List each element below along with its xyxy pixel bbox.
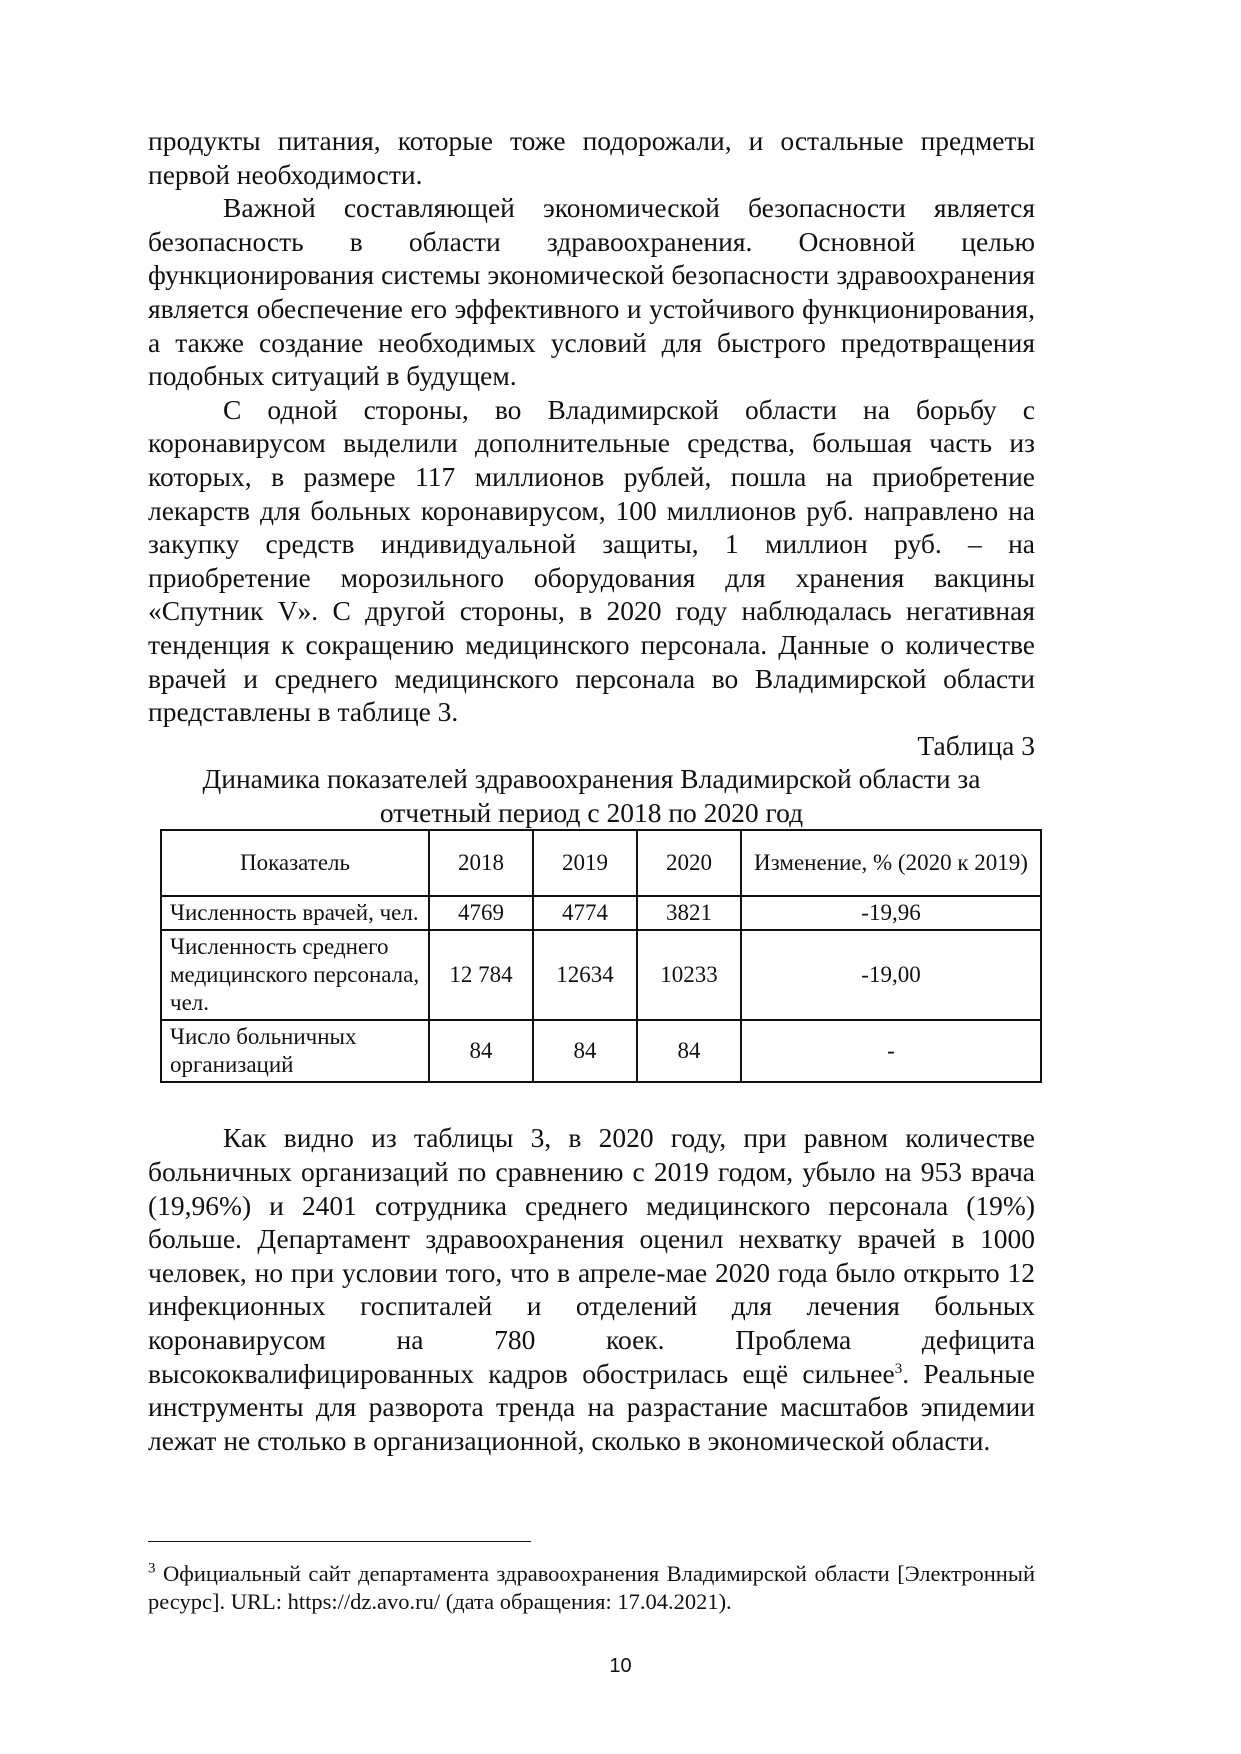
row-label: Число больничных организаций	[161, 1020, 429, 1082]
table-row	[161, 930, 1041, 1020]
footnote-divider	[148, 1541, 531, 1542]
table-title: Динамика показателей здравоохранения Владимирской области за отчетный период с 2018 по 2020 год	[202, 763, 981, 828]
paragraph-1: продукты питания, которые тоже подорожали, и остальные предметы первой необходимости.	[148, 125, 1035, 190]
header-2018: 2018	[429, 830, 533, 896]
cell-2019: 84	[533, 1020, 637, 1082]
health-indicators-table	[160, 829, 1042, 1083]
table-row	[161, 896, 1041, 930]
header-2019: 2019	[533, 830, 637, 896]
row-label: Численность среднего медицинского персонала, чел.	[161, 930, 429, 1020]
cell-2020: 10233	[637, 930, 741, 1020]
cell-change: -	[741, 1020, 1041, 1082]
footnote-reference: 3	[894, 1360, 903, 1377]
paragraph-3: С одной стороны, во Владимирской области на борьбу с коронавирусом выделили дополнительные средства, большая часть из которых, в размере 117 миллионов рублей, пошла на приобретение лекарств для больных коронавирусом, 100 миллионов руб. направлено на закупку средств индивидуальной защиты, 1 миллион руб. – на приобретение морозильного оборудования для хранения вакцины «Спутник V». С другой стороны, в 2020 году наблюдалась негативная тенденция к сокращению медицинского персонала. Данные о количестве врачей и среднего медицинского персонала во Владимирской области представлены в таблице 3.	[148, 393, 1035, 728]
header-2020: 2020	[637, 830, 741, 896]
table-row	[161, 1020, 1041, 1082]
paragraph-2: Важной составляющей экономической безопасности является безопасность в области здравоохранения. Основной целью функционирования системы экономической безопасности здравоохранения является обеспечение его эффективного и устойчивого функционирования, а также создание необходимых условий для быстрого предотвращения подобных ситуаций в будущем.	[148, 192, 1035, 392]
cell-2018: 4769	[429, 896, 533, 930]
cell-2019: 4774	[533, 896, 637, 930]
cell-2018: 12 784	[429, 930, 533, 1020]
paragraph-4-tail: . Реальные инструменты для разворота тренда на разрастание масштабов эпидемии лежат не столько в организационной, сколько в экономической области.	[148, 1357, 1035, 1456]
header-indicator: Показатель	[161, 830, 429, 896]
footnote-mark: 3	[148, 1560, 156, 1577]
cell-2019: 12634	[533, 930, 637, 1020]
cell-2018: 84	[429, 1020, 533, 1082]
table-label: Таблица 3	[917, 729, 1035, 761]
table-header-row	[161, 830, 1041, 896]
footnote	[148, 1560, 1035, 1616]
page-body	[148, 124, 1035, 1457]
cell-change: -19,00	[741, 930, 1041, 1020]
paragraph-4	[148, 1121, 1035, 1457]
paragraph-4-main: Как видно из таблицы 3, в 2020 году, при равном количестве больничных организаций по сравнению с 2019 годом, убыло на 953 врача (19,96%) и 2401 сотрудника среднего медицинского персонала (19%) больше. Департамент здравоохранения оценил нехватку врачей в 1000 человек, но при условии того, что в апреле-мае 2020 года было открыто 12 инфекционных госпиталей и отделений для лечения больных коронавирусом на 780 коек. Проблема дефицита высококвалифицированных кадров обострилась ещё сильнее	[148, 1122, 1035, 1389]
page-number: 10	[609, 1655, 632, 1677]
footnote-text: Официальный сайт департамента здравоохранения Владимирской области [Электронный ресурс]. URL: https://dz.avo.ru/ (дата обращения: 17.04.2021).	[148, 1561, 1035, 1614]
cell-2020: 84	[637, 1020, 741, 1082]
cell-2020: 3821	[637, 896, 741, 930]
row-label: Численность врачей, чел.	[161, 896, 429, 930]
header-change: Изменение, % (2020 к 2019)	[741, 830, 1041, 896]
cell-change: -19,96	[741, 896, 1041, 930]
